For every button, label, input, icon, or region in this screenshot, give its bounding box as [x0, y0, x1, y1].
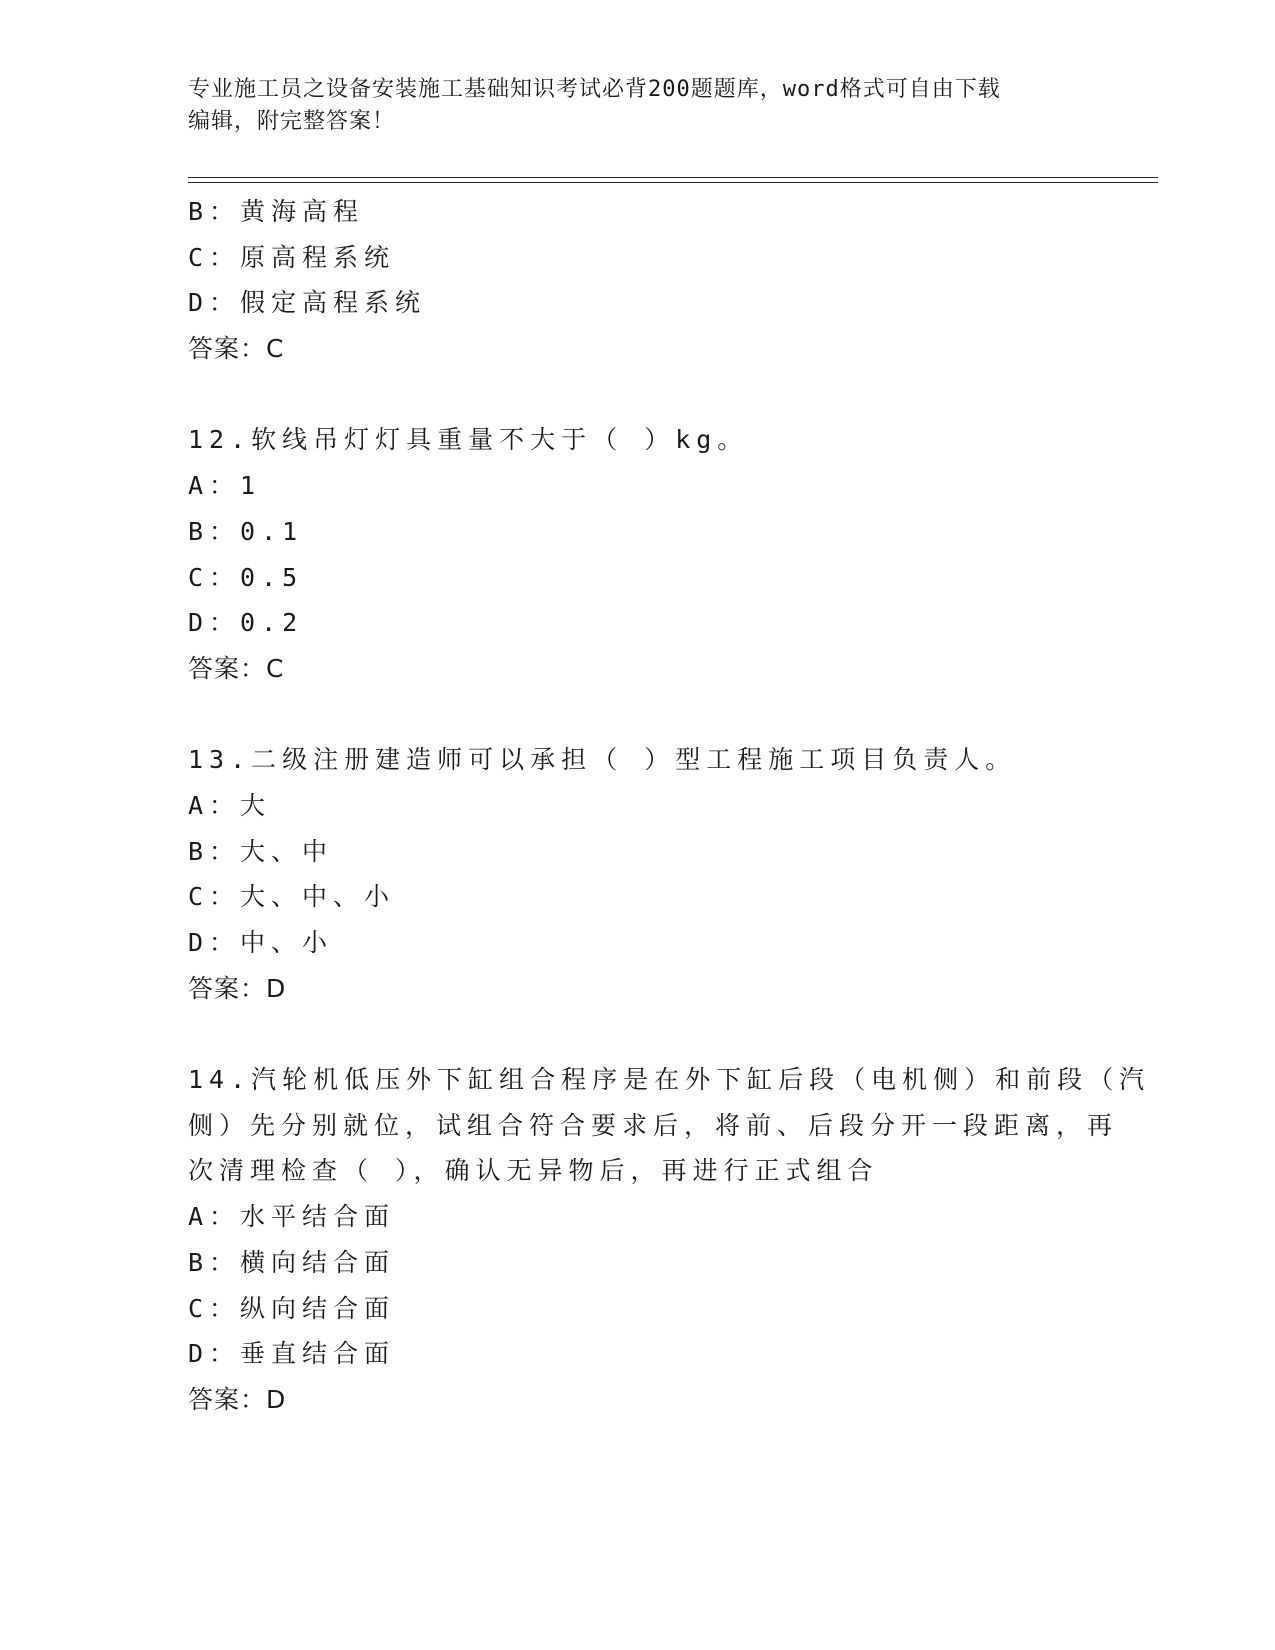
question-14: [188, 1057, 1151, 1423]
option-b: B：横向结合面: [188, 1247, 396, 1277]
header-line-2: 编辑，附完整答案！: [188, 109, 396, 134]
question-stem-line-2: 侧）先分别就位，试组合符合要求后，将前、后段分开一段距离，再: [188, 1110, 1119, 1140]
option-c: C：原高程系统: [188, 242, 396, 272]
option-c: C：大、中、小: [188, 882, 396, 912]
question-stem: 12.软线吊灯灯具重量不大于（ ）kg。: [188, 425, 749, 455]
header-divider-top: [188, 177, 1158, 178]
header-divider-bottom: [188, 182, 1158, 183]
option-c: C：纵向结合面: [188, 1293, 396, 1323]
question-stem: 13.二级注册建造师可以承担（ ）型工程施工项目负责人。: [188, 745, 1017, 775]
option-b: B：黄海高程: [188, 197, 365, 226]
question-stem-line-1: 14.汽轮机低压外下缸组合程序是在外下缸后段（电机侧）和前段（汽: [188, 1065, 1151, 1095]
answer: 答案：D: [188, 1384, 287, 1414]
document-header: [188, 74, 1078, 138]
option-d: D：0.2: [188, 608, 304, 638]
option-d: D：假定高程系统: [188, 288, 427, 318]
question-12: [188, 417, 1088, 691]
answer: 答案：C: [188, 653, 285, 683]
answer: 答案：C: [188, 334, 285, 364]
question-13: [188, 737, 1088, 1011]
option-c: C：0.5: [188, 562, 304, 592]
option-a: A：大: [188, 790, 272, 820]
question-stem-line-3: 次清理检查（ ），确认无异物后，再进行正式组合: [188, 1156, 879, 1186]
question-11: [188, 189, 1088, 372]
header-line-1: 专业施工员之设备安装施工基础知识考试必背200题题库，word格式可自由下载: [188, 77, 1001, 102]
question-list: [188, 189, 1151, 1423]
option-b: B：大、中: [188, 836, 334, 866]
option-d: D：中、小: [188, 928, 334, 957]
option-a: A：水平结合面: [188, 1202, 396, 1232]
answer: 答案：D: [188, 973, 287, 1003]
option-d: D：垂直结合面: [188, 1339, 396, 1369]
option-b: B：0.1: [188, 516, 304, 546]
option-a: A：1: [188, 471, 262, 501]
